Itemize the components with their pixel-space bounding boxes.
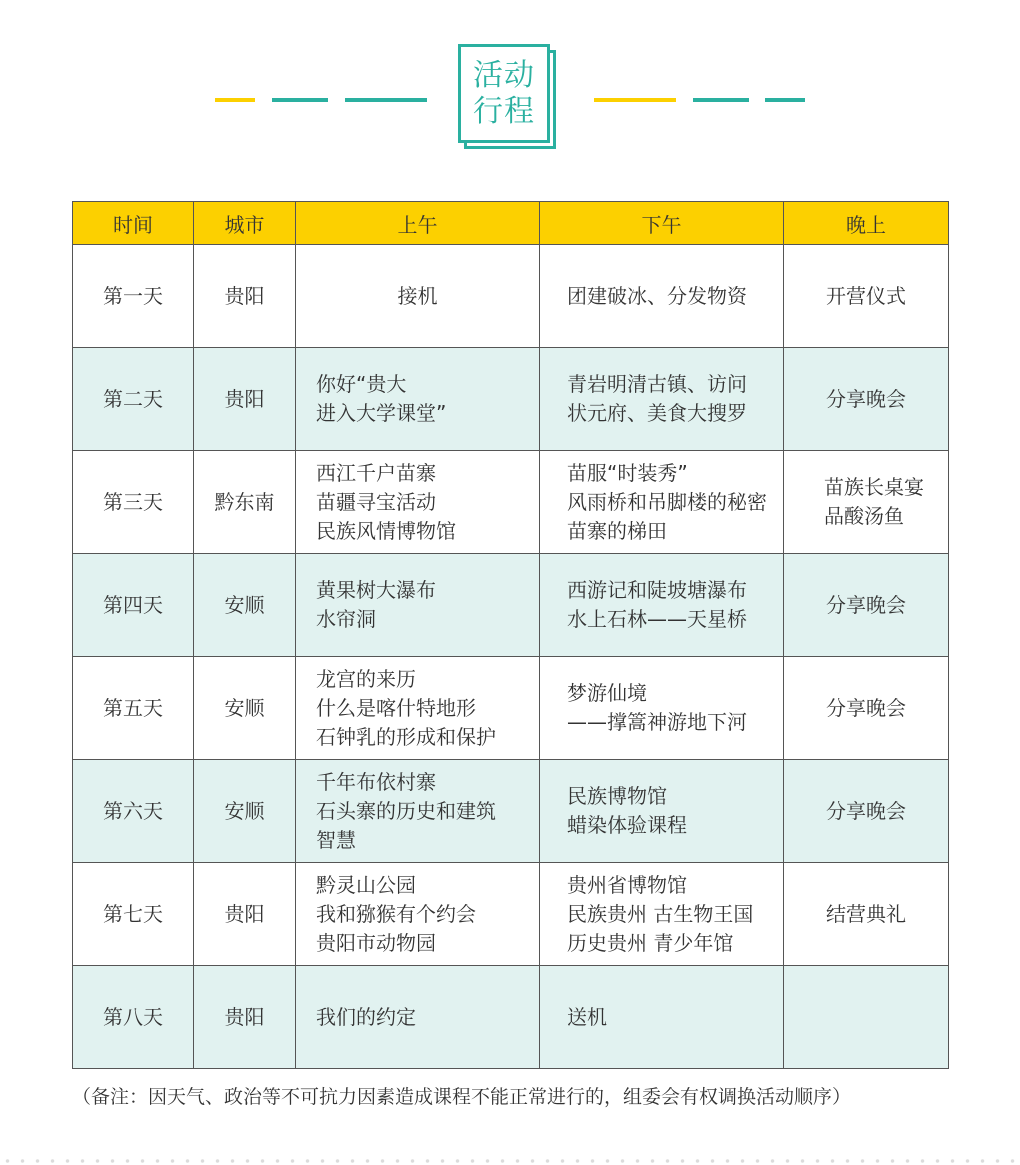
morning-cell bbox=[296, 863, 540, 966]
dotted-divider bbox=[0, 1157, 1020, 1165]
evening-line: 结营典礼 bbox=[826, 901, 906, 926]
morning-line: 进入大学课堂” bbox=[316, 401, 447, 425]
afternoon-cell bbox=[540, 760, 784, 863]
morning-line: 你好“贵大 bbox=[316, 372, 407, 396]
morning-cell bbox=[296, 245, 540, 348]
afternoon-line: ——撑篙神游地下河 bbox=[567, 710, 747, 734]
afternoon-line: 风雨桥和吊脚楼的秘密 bbox=[567, 489, 767, 514]
teal-dash bbox=[765, 98, 805, 102]
morning-line: 西江千户苗寨 bbox=[316, 460, 436, 485]
table-row bbox=[73, 348, 949, 451]
morning-line: 石头寨的历史和建筑 bbox=[316, 798, 496, 823]
morning-line: 千年布依村寨 bbox=[316, 769, 436, 794]
city-cell: 安顺 bbox=[194, 760, 296, 863]
morning-line: 黔灵山公园 bbox=[316, 872, 416, 897]
evening-cell bbox=[784, 863, 949, 966]
schedule-table bbox=[72, 201, 949, 1069]
morning-line: 智慧 bbox=[316, 827, 356, 852]
afternoon-cell bbox=[540, 348, 784, 451]
afternoon-cell bbox=[540, 554, 784, 657]
page-title-line1: 活动 bbox=[473, 57, 535, 93]
header-time: 时间 bbox=[73, 202, 194, 245]
afternoon-line: 青岩明清古镇、访问 bbox=[567, 372, 747, 396]
morning-line: 我们的约定 bbox=[316, 1004, 416, 1029]
table-row bbox=[73, 245, 949, 348]
afternoon-line: 团建破冰、分发物资 bbox=[567, 283, 747, 308]
yellow-dash bbox=[594, 98, 676, 102]
afternoon-line: 梦游仙境 bbox=[567, 681, 647, 705]
day-cell: 第二天 bbox=[73, 348, 194, 451]
morning-line: 石钟乳的形成和保护 bbox=[316, 724, 496, 749]
afternoon-line: 民族博物馆 bbox=[567, 784, 667, 808]
evening-line: 分享晚会 bbox=[826, 798, 906, 823]
table-header-row bbox=[73, 202, 949, 245]
evening-cell bbox=[784, 348, 949, 451]
morning-cell bbox=[296, 451, 540, 554]
morning-cell bbox=[296, 348, 540, 451]
evening-line: 分享晚会 bbox=[826, 592, 906, 617]
morning-cell bbox=[296, 760, 540, 863]
title-box bbox=[458, 44, 550, 143]
afternoon-line: 西游记和陡坡塘瀑布 bbox=[567, 578, 747, 602]
table-row bbox=[73, 451, 949, 554]
day-cell: 第一天 bbox=[73, 245, 194, 348]
morning-cell bbox=[296, 966, 540, 1069]
afternoon-cell bbox=[540, 451, 784, 554]
afternoon-line: 送机 bbox=[567, 1004, 607, 1029]
page-title-line2: 行程 bbox=[473, 93, 535, 129]
day-cell: 第五天 bbox=[73, 657, 194, 760]
evening-cell bbox=[784, 451, 949, 554]
day-cell: 第六天 bbox=[73, 760, 194, 863]
header-afternoon: 下午 bbox=[540, 202, 784, 245]
city-cell: 贵阳 bbox=[194, 863, 296, 966]
afternoon-line: 水上石林——天星桥 bbox=[567, 607, 747, 631]
day-cell: 第四天 bbox=[73, 554, 194, 657]
day-cell: 第三天 bbox=[73, 451, 194, 554]
evening-line: 品酸汤鱼 bbox=[824, 504, 904, 528]
table-row bbox=[73, 760, 949, 863]
city-cell: 安顺 bbox=[194, 657, 296, 760]
table-row bbox=[73, 554, 949, 657]
yellow-dash bbox=[215, 98, 255, 102]
header-city: 城市 bbox=[194, 202, 296, 245]
city-cell: 黔东南 bbox=[194, 451, 296, 554]
morning-line: 水帘洞 bbox=[316, 607, 376, 631]
morning-line: 什么是喀什特地形 bbox=[316, 695, 476, 720]
afternoon-line: 历史贵州 青少年馆 bbox=[567, 930, 734, 955]
section-header bbox=[0, 0, 1020, 170]
afternoon-cell bbox=[540, 966, 784, 1069]
day-cell: 第七天 bbox=[73, 863, 194, 966]
table-row bbox=[73, 657, 949, 760]
afternoon-line: 苗服“时装秀” bbox=[567, 460, 688, 485]
city-cell: 贵阳 bbox=[194, 348, 296, 451]
afternoon-cell bbox=[540, 657, 784, 760]
afternoon-line: 蜡染体验课程 bbox=[567, 813, 687, 837]
table-row bbox=[73, 966, 949, 1069]
teal-dash bbox=[693, 98, 749, 102]
morning-line: 民族风情博物馆 bbox=[316, 518, 456, 543]
afternoon-line: 贵州省博物馆 bbox=[567, 872, 687, 897]
morning-line: 我和猕猴有个约会 bbox=[316, 901, 476, 926]
day-cell: 第八天 bbox=[73, 966, 194, 1069]
morning-line: 接机 bbox=[397, 283, 438, 308]
teal-dash bbox=[345, 98, 427, 102]
city-cell: 贵阳 bbox=[194, 245, 296, 348]
schedule-body bbox=[73, 245, 949, 1069]
evening-line: 分享晚会 bbox=[826, 386, 906, 411]
table-row bbox=[73, 863, 949, 966]
afternoon-line: 苗寨的梯田 bbox=[567, 518, 667, 543]
morning-line: 贵阳市动物园 bbox=[316, 930, 436, 955]
evening-cell bbox=[784, 657, 949, 760]
afternoon-line: 状元府、美食大搜罗 bbox=[567, 401, 747, 425]
afternoon-cell bbox=[540, 245, 784, 348]
morning-cell bbox=[296, 554, 540, 657]
footnote: （备注：因天气、政治等不可抗力因素造成课程不能正常进行的，组委会有权调换活动顺序） bbox=[72, 1086, 852, 1108]
city-cell: 贵阳 bbox=[194, 966, 296, 1069]
morning-cell bbox=[296, 657, 540, 760]
evening-cell bbox=[784, 554, 949, 657]
header-evening: 晚上 bbox=[784, 202, 949, 245]
afternoon-line: 民族贵州 古生物王国 bbox=[567, 901, 754, 926]
evening-line: 分享晚会 bbox=[826, 695, 906, 720]
evening-cell bbox=[784, 245, 949, 348]
morning-line: 黄果树大瀑布 bbox=[316, 578, 436, 602]
evening-cell bbox=[784, 760, 949, 863]
evening-line: 开营仪式 bbox=[826, 283, 906, 308]
afternoon-cell bbox=[540, 863, 784, 966]
teal-dash bbox=[272, 98, 328, 102]
evening-line: 苗族长桌宴 bbox=[824, 475, 924, 499]
morning-line: 龙宫的来历 bbox=[316, 666, 416, 691]
morning-line: 苗疆寻宝活动 bbox=[316, 489, 436, 514]
city-cell: 安顺 bbox=[194, 554, 296, 657]
evening-cell bbox=[784, 966, 949, 1069]
header-morning: 上午 bbox=[296, 202, 540, 245]
